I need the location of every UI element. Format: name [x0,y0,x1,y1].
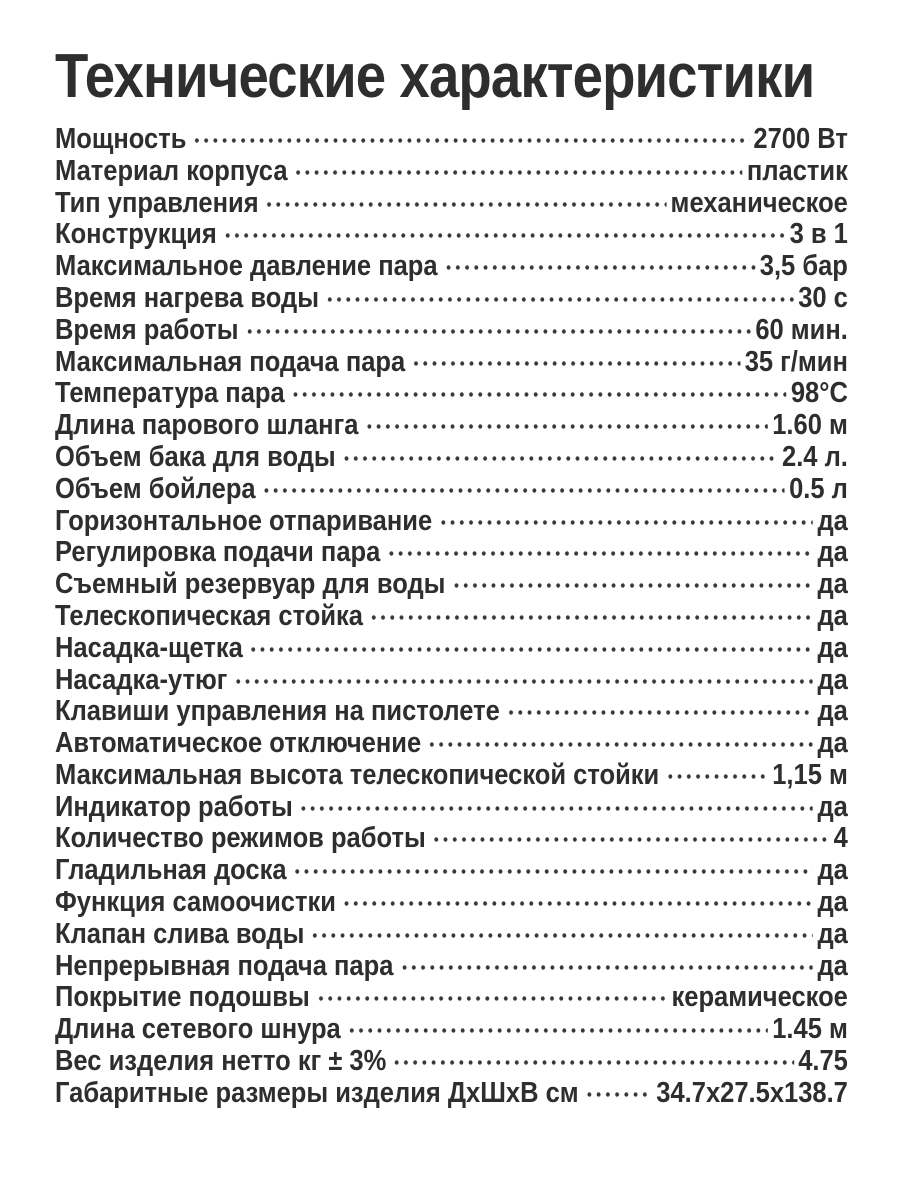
spec-label: Регулировка подачи пара [55,536,381,569]
spec-row [55,442,848,474]
page-title: Технические характеристики [55,42,815,111]
spec-value: да [817,917,848,950]
spec-label: Функция самоочистки [55,886,336,919]
content-area [55,44,848,1110]
spec-value: да [817,854,848,887]
spec-row [55,283,848,315]
dotted-leader [444,260,756,275]
dotted-leader [223,228,785,243]
spec-label: Габаритные размеры изделия ДхШхВ см [55,1076,579,1109]
spec-row [55,156,848,188]
spec-row [55,823,848,855]
spec-row [55,792,848,824]
dotted-leader [365,419,768,434]
spec-row [55,219,848,251]
dotted-leader [665,769,767,784]
dotted-leader [386,546,813,561]
spec-label: Длина парового шланга [55,409,359,442]
spec-label: Клавиши управления на пистолете [55,695,500,728]
spec-value: 4.75 [798,1045,848,1078]
spec-value: 1,15 м [772,758,848,791]
spec-value: 3,5 бар [759,250,848,283]
dotted-leader [245,324,751,339]
spec-row [55,919,848,951]
spec-row [55,665,848,697]
spec-label: Время нагрева воды [55,281,319,314]
spec-row [55,251,848,283]
spec-value: 30 с [798,281,848,314]
spec-value: механическое [670,186,848,219]
dotted-leader [325,292,794,307]
dotted-leader [262,483,785,498]
spec-row [55,601,848,633]
spec-row [55,855,848,887]
spec-value: керамическое [671,981,848,1014]
dotted-leader [452,578,813,593]
spec-value: 34.7x27.5x138.7 [656,1076,848,1109]
spec-row [55,537,848,569]
spec-label: Тип управления [55,186,259,219]
dotted-leader [342,451,778,466]
spec-value: да [817,949,848,982]
spec-row [55,887,848,919]
spec-label: Гладильная доска [55,854,287,887]
spec-value: да [817,663,848,696]
spec-row [55,188,848,220]
spec-row [55,728,848,760]
spec-label: Время работы [55,313,239,346]
spec-value: да [817,695,848,728]
spec-value: да [817,599,848,632]
dotted-leader [392,1055,793,1070]
spec-label: Клапан слива воды [55,917,305,950]
spec-value: да [817,727,848,760]
spec-label: Объем бойлера [55,472,256,505]
dotted-leader [234,674,814,689]
spec-label: Максимальное давление пара [55,250,438,283]
spec-row [55,347,848,379]
dotted-leader [342,896,813,911]
dotted-leader [400,960,814,975]
dotted-leader [506,705,813,720]
spec-value: да [817,886,848,919]
dotted-leader [293,864,813,879]
spec-label: Непрерывная подача пара [55,949,394,982]
spec-row [55,569,848,601]
dotted-leader [347,1023,768,1038]
spec-label: Конструкция [55,218,217,251]
spec-label: Максимальная высота телескопической стойки [55,758,660,791]
spec-label: Горизонтальное отпаривание [55,504,433,537]
spec-value: 60 мин. [755,313,848,346]
spec-row [55,982,848,1014]
dotted-leader [265,197,666,212]
dotted-leader [585,1087,652,1102]
spec-value: да [817,631,848,664]
spec-label: Количество режимов работы [55,822,426,855]
spec-label: Съемный резервуар для воды [55,568,446,601]
dotted-leader [299,801,813,816]
dotted-leader [411,356,740,371]
spec-value: да [817,790,848,823]
dotted-leader [294,165,743,180]
spec-value: да [817,504,848,537]
spec-table [55,124,848,1110]
spec-row [55,474,848,506]
spec-value: да [817,568,848,601]
dotted-leader [432,832,829,847]
spec-label: Индикатор работы [55,790,293,823]
spec-label: Вес изделия нетто кг ± 3% [55,1045,387,1078]
spec-value: 3 в 1 [789,218,848,251]
spec-row [55,696,848,728]
spec-value: 1.60 м [772,409,848,442]
spec-value: 2700 Вт [753,122,848,155]
spec-row [55,1078,848,1110]
dotted-leader [311,928,813,943]
spec-row [55,633,848,665]
spec-value: 4 [833,822,848,855]
spec-label: Телескопическая стойка [55,599,363,632]
spec-label: Материал корпуса [55,154,288,187]
spec-label: Объем бака для воды [55,440,336,473]
spec-value: 2.4 л. [782,440,848,473]
dotted-leader [291,387,787,402]
spec-row [55,760,848,792]
spec-row [55,315,848,347]
spec-row [55,410,848,442]
dotted-leader [369,610,813,625]
spec-label: Максимальная подача пара [55,345,406,378]
spec-row [55,1014,848,1046]
spec-row [55,1046,848,1078]
spec-row [55,506,848,538]
spec-label: Мощность [55,122,187,155]
spec-value: да [817,536,848,569]
spec-label: Температура пара [55,377,285,410]
spec-label: Длина сетевого шнура [55,1013,341,1046]
dotted-leader [427,737,813,752]
spec-value: 35 г/мин [744,345,848,378]
spec-label: Насадка-щетка [55,631,243,664]
spec-row [55,124,848,156]
spec-value: 0.5 л [789,472,848,505]
spec-row [55,951,848,983]
dotted-leader [316,991,667,1006]
spec-value: 98°С [790,377,848,410]
dotted-leader [193,133,749,148]
spec-label: Автоматическое отключение [55,727,422,760]
spec-label: Насадка-утюг [55,663,228,696]
dotted-leader [438,515,813,530]
dotted-leader [249,642,813,657]
spec-value: пластик [746,154,848,187]
spec-value: 1.45 м [772,1013,848,1046]
spec-row [55,378,848,410]
spec-label: Покрытие подошвы [55,981,310,1014]
